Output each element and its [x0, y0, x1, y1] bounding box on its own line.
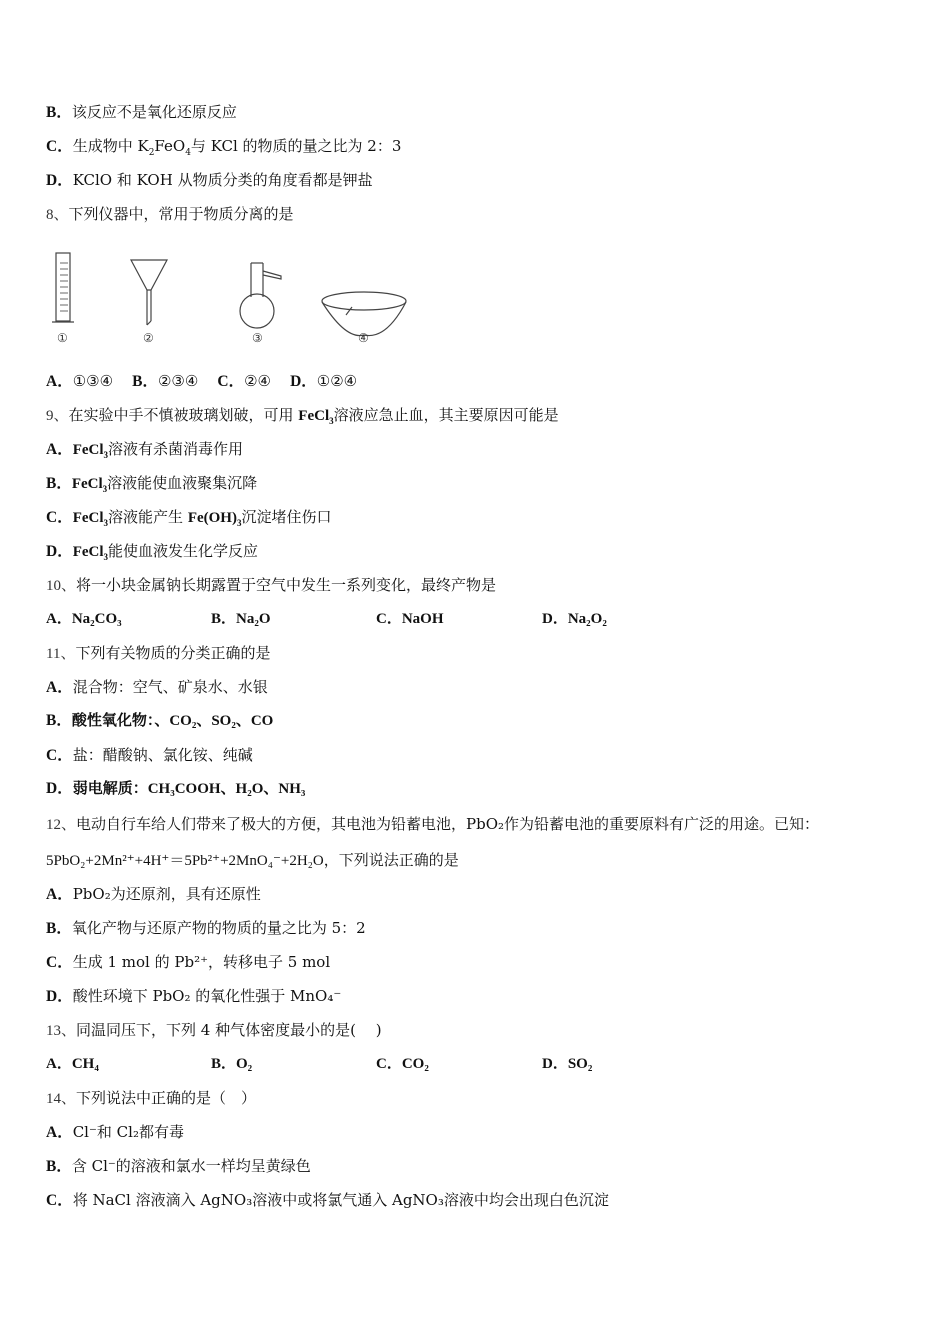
option-d	[542, 1054, 592, 1074]
question-number: 12、	[46, 817, 77, 833]
q12-option-b	[46, 918, 366, 939]
q11-option-a	[46, 677, 268, 698]
subscript: 4	[185, 148, 191, 158]
option-letter-a: A．	[46, 373, 73, 390]
option-letter: D．	[542, 611, 568, 627]
option-text: 能使血液发生化学反应	[108, 542, 259, 560]
subscript: 3	[236, 518, 242, 528]
formula: Fe(OH)	[187, 510, 237, 526]
formula: FeCl	[298, 408, 330, 424]
option-text: 生成 1 mol 的 Pb²⁺，转移电子 5 mol	[72, 953, 331, 971]
option-text: 混合物：空气、矿泉水、水银	[72, 678, 268, 696]
option-text: SO₂	[567, 1056, 593, 1072]
q9-option-c	[46, 507, 331, 528]
option-letter: C．	[46, 954, 73, 971]
q7-option-b	[46, 102, 237, 123]
q8-options	[46, 371, 357, 392]
q12-option-d	[46, 986, 341, 1007]
subscript: 3	[103, 552, 109, 562]
option-text: CH₄	[71, 1056, 99, 1072]
formula: FeCl	[71, 476, 103, 492]
option-letter: C．	[46, 138, 73, 155]
option-letter: B．	[46, 475, 72, 492]
option-text: 溶液能使血液聚集沉降	[107, 474, 258, 492]
question-number: 14、	[46, 1091, 77, 1107]
option-a	[46, 609, 122, 629]
option-letter: D．	[46, 780, 73, 797]
option-text: Na₂O₂	[567, 611, 607, 627]
option-text-post: 与 KCl 的物质的量之比为 2：3	[190, 137, 402, 155]
option-text: 该反应不是氧化还原反应	[71, 103, 237, 121]
question-number: 11、	[46, 646, 76, 662]
option-text: 盐：醋酸钠、氯化铵、纯碱	[72, 746, 253, 764]
q11-option-d	[46, 779, 305, 799]
option-letter: D．	[46, 543, 73, 560]
option-text-d: ①②④	[316, 372, 358, 390]
question-text: 下列仪器中，常用于物质分离的是	[68, 205, 294, 223]
option-letter-b: B．	[132, 373, 158, 390]
option-letter: A．	[46, 611, 72, 627]
option-text: Na₂O	[236, 611, 271, 627]
q7-option-c	[46, 136, 401, 157]
option-text: 将 NaCl 溶液滴入 AgNO₃溶液中或将氯气通入 AgNO₃溶液中均会出现白色沉淀	[72, 1191, 609, 1209]
q12-stem-line1	[46, 814, 819, 835]
option-text: Cl⁻和 Cl₂都有毒	[72, 1123, 184, 1141]
figure-label-3: ③	[252, 331, 263, 345]
option-text: NaOH	[401, 611, 444, 627]
q12-option-a	[46, 884, 261, 905]
option-text: 弱电解质：CH₃COOH、H₂O、NH₃	[72, 781, 306, 797]
question-text: 将一小块金属钠长期露置于空气中发生一系列变化，最终产物是	[76, 576, 497, 594]
figure-label-4: ④	[358, 331, 369, 345]
q10-stem	[46, 575, 496, 596]
option-text-pre: 生成物中 K	[72, 137, 149, 155]
evaporating-dish-icon	[322, 292, 406, 336]
option-text: 含 Cl⁻的溶液和氯水一样均呈黄绿色	[71, 1157, 311, 1175]
option-text-b: ②③④	[157, 372, 199, 390]
option-c	[376, 1054, 429, 1074]
option-text: O₂	[236, 1056, 253, 1072]
option-letter: A．	[46, 1124, 73, 1141]
question-number: 8、	[46, 207, 69, 223]
option-letter: C．	[376, 1056, 402, 1072]
option-b	[211, 1054, 252, 1074]
question-text: 电动自行车给人们带来了极大的方便，其电池为铅蓄电池，PbO₂作为铅蓄电池的重要原料有广泛的用途。已知：	[76, 815, 820, 833]
question-number: 13、	[46, 1023, 77, 1039]
option-letter-d: D．	[290, 373, 317, 390]
option-letter: B．	[46, 712, 72, 729]
option-text: Na₂CO₃	[71, 611, 122, 627]
figure-label-2: ②	[143, 331, 154, 345]
option-text: 溶液能产生	[108, 508, 188, 526]
subscript: 3	[103, 450, 109, 460]
option-letter: D．	[46, 172, 73, 189]
option-a	[46, 1054, 99, 1074]
option-letter: B．	[46, 1158, 72, 1175]
graduated-cylinder-icon	[52, 253, 74, 322]
question-text-pre: 在实验中手不慎被玻璃划破，可用	[68, 406, 299, 424]
option-text: KClO 和 KOH 从物质分类的角度看都是钾盐	[72, 171, 373, 189]
option-text-mid: FeO	[154, 137, 186, 155]
option-letter: C．	[376, 611, 402, 627]
option-text: PbO₂为还原剂，具有还原性	[72, 885, 261, 903]
option-letter: A．	[46, 886, 73, 903]
q11-option-b	[46, 711, 273, 731]
question-text: 下列有关物质的分类正确的是	[75, 644, 271, 662]
subscript: 3	[329, 416, 334, 426]
option-d	[542, 609, 607, 629]
option-letter: A．	[46, 679, 73, 696]
option-text-c: ②④	[244, 372, 271, 390]
option-letter: A．	[46, 441, 73, 458]
option-text: 酸性环境下 PbO₂ 的氧化性强于 MnO₄⁻	[72, 987, 342, 1005]
q8-stem	[46, 204, 294, 225]
subscript: 2	[148, 148, 155, 158]
option-b	[211, 609, 271, 629]
option-text-2: 沉淀堵住伤口	[241, 508, 332, 526]
question-text: 下列说法中正确的是（ ）	[76, 1089, 257, 1107]
q14-option-a	[46, 1122, 184, 1143]
q7-option-d	[46, 170, 373, 191]
q14-option-b	[46, 1156, 311, 1177]
q12-stem-line2	[46, 850, 459, 871]
figure-label-1: ①	[57, 331, 68, 345]
option-letter: B．	[211, 1056, 237, 1072]
q14-stem	[46, 1088, 256, 1109]
q13-stem	[46, 1020, 382, 1041]
apparatus-figure	[46, 245, 446, 350]
option-text-a: ①③④	[72, 372, 114, 390]
question-number: 10、	[46, 578, 77, 594]
option-letter: B．	[46, 104, 72, 121]
option-letter: C．	[46, 747, 73, 764]
q11-option-c	[46, 745, 253, 766]
q9-option-d	[46, 541, 258, 562]
option-letter: D．	[542, 1056, 568, 1072]
option-letter: D．	[46, 988, 73, 1005]
option-text: 溶液有杀菌消毒作用	[108, 440, 244, 458]
q9-option-a	[46, 439, 243, 460]
subscript: 3	[102, 484, 108, 494]
q11-stem	[46, 643, 270, 664]
option-text: 氧化产物与还原产物的物质的量之比为 5：2	[71, 919, 366, 937]
formula: FeCl	[72, 442, 104, 458]
formula: FeCl	[72, 510, 104, 526]
question-text: 同温同压下，下列 4 种气体密度最小的是( )	[76, 1021, 382, 1039]
option-letter-c: C．	[217, 373, 245, 390]
q9-stem	[46, 405, 559, 426]
option-c	[376, 609, 444, 629]
q12-option-c	[46, 952, 330, 973]
question-text-post: 下列说法正确的是	[338, 851, 459, 869]
q9-option-b	[46, 473, 257, 494]
q14-option-c	[46, 1190, 609, 1211]
formula: FeCl	[72, 544, 104, 560]
chemical-equation: 5PbO₂+2Mn²⁺+4H⁺＝5Pb²⁺+2MnO₄⁻+2H₂O，	[46, 853, 339, 869]
option-letter: C．	[46, 509, 73, 526]
option-letter: B．	[46, 920, 72, 937]
distillation-flask-icon	[240, 263, 281, 328]
q8-figure-apparatus	[46, 245, 446, 350]
question-number: 9、	[46, 408, 69, 424]
subscript: 3	[103, 518, 109, 528]
option-text: CO₂	[401, 1056, 429, 1072]
option-letter: B．	[211, 611, 237, 627]
funnel-icon	[131, 260, 167, 325]
question-text-post: 溶液应急止血，其主要原因可能是	[333, 406, 559, 424]
option-text: 酸性氧化物：、CO₂、SO₂、CO	[71, 713, 274, 729]
option-letter: C．	[46, 1192, 73, 1209]
option-letter: A．	[46, 1056, 72, 1072]
